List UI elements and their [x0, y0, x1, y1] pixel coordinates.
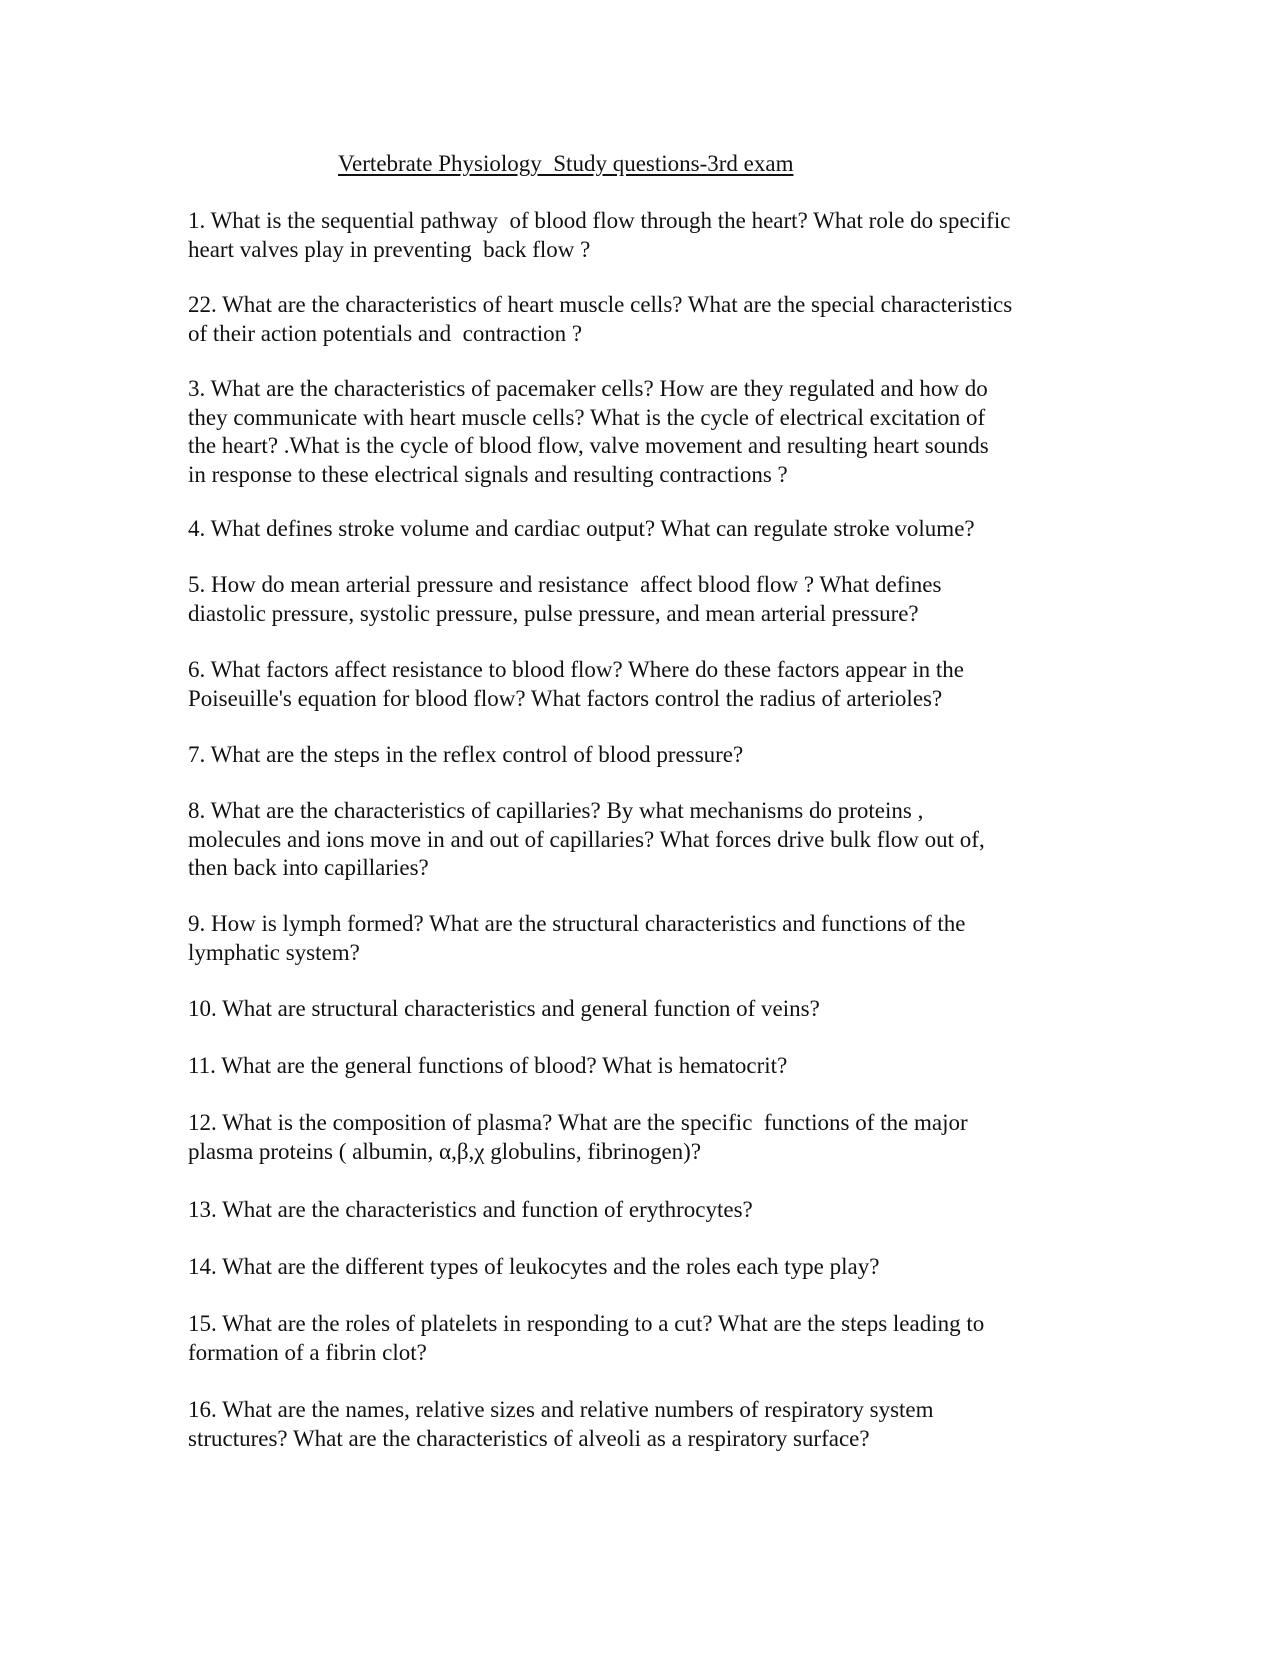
question-line: 14. What are the different types of leukocytes and the roles each type play?	[188, 1254, 880, 1279]
question-4	[188, 515, 1098, 544]
question-line: molecules and ions move in and out of capillaries? What forces drive bulk flow out of,	[188, 826, 985, 852]
question-line: Poiseuille's equation for blood flow? What factors control the radius of arterioles?	[188, 685, 943, 711]
question-15	[188, 1310, 1098, 1367]
question-line: plasma proteins ( albumin, α,β,χ globulins, fibrinogen)?	[188, 1138, 702, 1164]
question-16	[188, 1396, 1098, 1453]
document-title: Vertebrate Physiology Study questions-3rd exam	[338, 151, 794, 176]
question-line: of their action potentials and contraction ?	[188, 320, 583, 346]
question-line: 13. What are the characteristics and function of erythrocytes?	[188, 1197, 753, 1222]
question-line: 4. What defines stroke volume and cardiac output? What can regulate stroke volume?	[188, 516, 975, 541]
question-line: lymphatic system?	[188, 939, 360, 965]
question-9	[188, 910, 1098, 967]
question-line: 11. What are the general functions of blood? What is hematocrit?	[188, 1053, 788, 1078]
question-line: heart valves play in preventing back flow ?	[188, 236, 591, 262]
question-1	[188, 207, 1098, 264]
question-line: formation of a fibrin clot?	[188, 1339, 427, 1365]
question-10	[188, 995, 1098, 1024]
question-line: 6. What factors affect resistance to blood flow? Where do these factors appear in the	[188, 657, 964, 682]
question-3	[188, 375, 1098, 489]
question-line: diastolic pressure, systolic pressure, pulse pressure, and mean arterial pressure?	[188, 600, 919, 626]
question-line: 7. What are the steps in the reflex control of blood pressure?	[188, 742, 744, 767]
question-12	[188, 1109, 1098, 1166]
question-line: 22. What are the characteristics of heart muscle cells? What are the special characteristics	[188, 292, 1013, 317]
question-line: 1. What is the sequential pathway of blood flow through the heart? What role do specific	[188, 208, 1011, 233]
question-line: they communicate with heart muscle cells? What is the cycle of electrical excitation of	[188, 404, 986, 430]
question-line: 16. What are the names, relative sizes and relative numbers of respiratory system	[188, 1397, 934, 1422]
question-7	[188, 741, 1098, 770]
question-14	[188, 1253, 1098, 1282]
question-line: 12. What is the composition of plasma? What are the specific functions of the major	[188, 1110, 968, 1135]
question-2	[188, 291, 1098, 348]
question-line: 10. What are structural characteristics and general function of veins?	[188, 996, 820, 1021]
question-6	[188, 656, 1098, 713]
question-line: 3. What are the characteristics of pacemaker cells? How are they regulated and how do	[188, 376, 988, 401]
question-line: in response to these electrical signals and resulting contractions ?	[188, 461, 788, 487]
question-line: 15. What are the roles of platelets in responding to a cut? What are the steps leading to	[188, 1311, 985, 1336]
question-8	[188, 797, 1098, 883]
question-11	[188, 1052, 1098, 1081]
question-line: the heart? .What is the cycle of blood flow, valve movement and resulting heart sounds	[188, 433, 989, 458]
question-line: 5. How do mean arterial pressure and resistance affect blood flow ? What defines	[188, 572, 942, 597]
question-line: structures? What are the characteristics of alveoli as a respiratory surface?	[188, 1425, 870, 1451]
question-13	[188, 1196, 1098, 1225]
question-line: 8. What are the characteristics of capillaries? By what mechanisms do proteins ,	[188, 798, 924, 823]
question-5	[188, 571, 1098, 628]
question-line: 9. How is lymph formed? What are the structural characteristics and functions of the	[188, 911, 966, 936]
question-line: then back into capillaries?	[188, 855, 429, 880]
